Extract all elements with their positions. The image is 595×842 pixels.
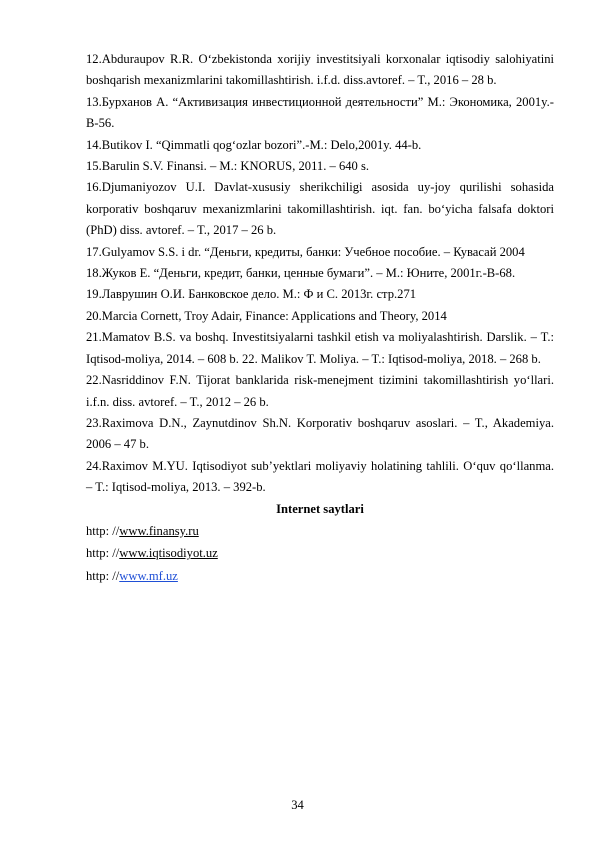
reference-17: 17.Gulyamov S.S. i dr. “Деньги, кредиты, банки: Учебное пособие. – Кувасай 2004 (86, 244, 525, 259)
reference-20: 20.Marcia Cornett, Troy Adair, Finance: Applications and Theory, 2014 (86, 308, 447, 323)
reference-24: 24.Raximov M.YU. Iqtisodiyot sub’yektlari moliyaviy holatining tahlili. O‘quv qo‘llanma. – T.: Iqtisod-moliya, 2013. – 392-b. (86, 458, 554, 495)
page-number: 34 (291, 798, 304, 812)
reference-13: 13.Бурханов А. “Активизация инвестиционной деятельности” М.: Экономика, 2001y.-B-56. (86, 94, 554, 131)
link-prefix: http: // (86, 568, 120, 583)
website-link-finansy (86, 520, 554, 543)
link-finansy[interactable]: www.finansy.ru (119, 523, 199, 538)
reference-14: 14.Butikov I. “Qimmatli qog‘ozlar bozori”.-M.: Delo,2001y. 44-b. (86, 137, 422, 152)
link-mf[interactable]: www.mf.uz (119, 568, 178, 583)
internet-sites-heading: Internet saytlari (276, 501, 364, 516)
link-prefix: http: // (86, 523, 120, 538)
reference-23: 23.Raximova D.N., Zaynutdinov Sh.N. Korporativ boshqaruv asoslari. – T., Akademiya. 2006 – 47 b. (86, 415, 554, 452)
link-iqtisodiyot[interactable]: www.iqtisodiyot.uz (119, 546, 218, 561)
reference-16: 16.Djumaniyozov U.I. Davlat-xususiy sherikchiligi asosida uy-joy qurilishi sohasida korporativ boshqaruv mexanizmlarini takomillashtirish. iqt. fan. bo‘yicha falsafa doktori (PhD) diss. avtoref. – T., 2017 – 26 b. (86, 180, 554, 238)
reference-22: 22.Nasriddinov F.N. Tijorat banklarida risk-menejment tizimini takomillashtirish yo‘llari. i.f.n. diss. avtoref. – T., 2012 – 26 b. (86, 373, 554, 409)
reference-19: 19.Лаврушин О.И. Банковское дело. М.: Ф и С. 2013г. стр.271 (86, 287, 417, 302)
link-prefix: http: // (86, 546, 120, 561)
reference-12: 12.Abduraupov R.R. O‘zbekistonda xorijiy investitsiyali korxonalar iqtisodiy salohiyatini boshqarish mexanizmlarini takomillashtirish. i.f.d. diss.avtoref. – T., 2016 – 28 b. (86, 52, 554, 88)
document-body (86, 49, 554, 587)
website-link-mf (86, 565, 554, 588)
reference-21: 21.Mamatov B.S. va boshq. Investitsiyalarni tashkil etish va moliyalashtirish. Darslik. – T.: Iqtisod-moliya, 2014. – 608 b. 22. Malikov T. Moliya. – T.: Iqtisod-moliya, 2018. – 268 b. (86, 330, 554, 366)
reference-15: 15.Barulin S.V. Finansi. – M.: KNORUS, 2011. – 640 s. (86, 159, 370, 174)
reference-18: 18.Жуков Е. “Деньги, кредит, банки, ценные бумаги”. – М.: Юните, 2001г.-В-68. (86, 266, 516, 281)
website-link-iqtisodiyot (86, 542, 554, 565)
